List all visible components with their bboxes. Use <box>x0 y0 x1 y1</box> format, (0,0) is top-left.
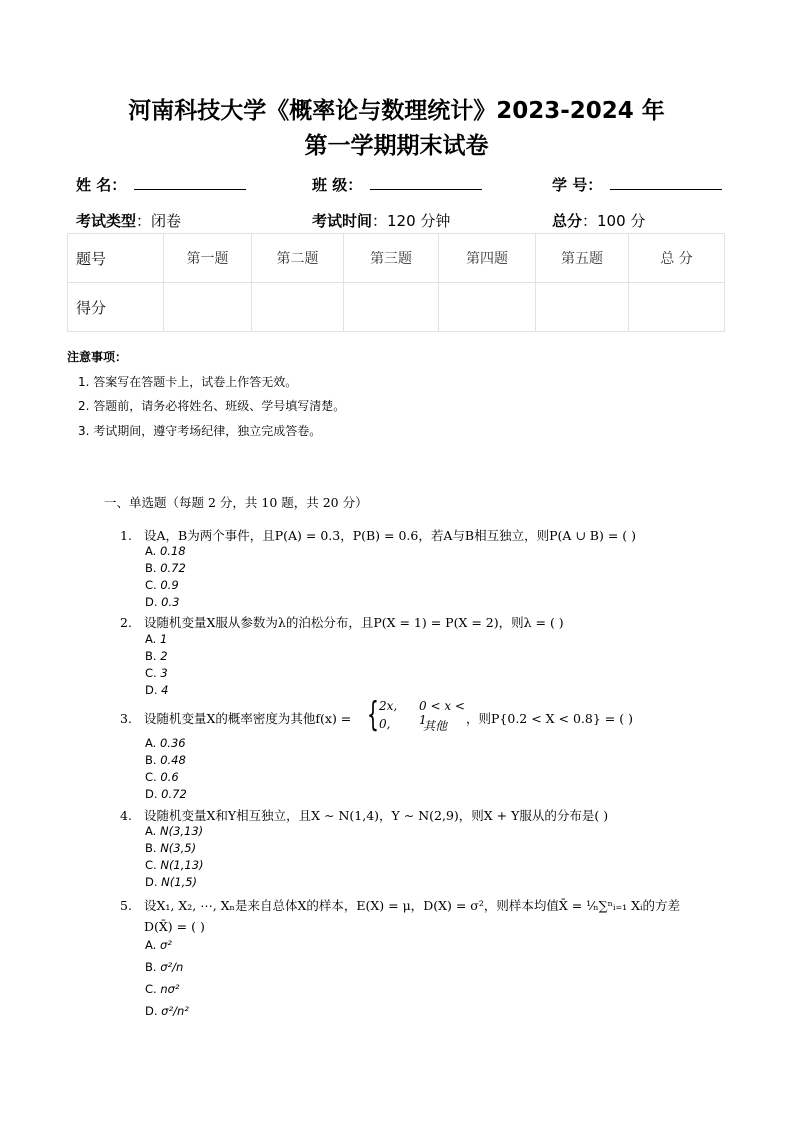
option-letter: A. <box>145 938 160 952</box>
option-value: N(3,5) <box>160 841 197 855</box>
option-a[interactable] <box>145 632 167 646</box>
option-letter: C. <box>145 578 161 592</box>
exam-type-value: ：闭卷 <box>136 212 182 230</box>
option-d[interactable] <box>145 595 179 609</box>
score-table-header-cell: 第五题 <box>536 234 629 283</box>
option-letter: B. <box>145 649 161 663</box>
name-blank[interactable] <box>134 175 246 190</box>
option-value: 0.48 <box>160 753 186 767</box>
total-score-value: ：100 分 <box>582 212 646 230</box>
score-cell[interactable] <box>629 283 725 332</box>
option-value: 0.6 <box>160 770 179 784</box>
student-info-row <box>76 174 726 198</box>
option-b[interactable] <box>145 753 186 767</box>
score-table <box>67 233 725 332</box>
exam-time <box>312 210 450 231</box>
question-text: 设随机变量X服从参数为λ的泊松分布，且P(X = 1) = P(X = 2)，则λ = ( ) <box>144 615 564 630</box>
student-id-field[interactable] <box>552 174 722 195</box>
question-number: 1. <box>120 528 132 543</box>
option-b[interactable] <box>145 960 183 974</box>
option-value: 0.36 <box>159 736 186 750</box>
question-text: ，则P{0.2 < X < 0.8} = ( ) <box>466 711 633 726</box>
score-table-header-cell: 第二题 <box>252 234 344 283</box>
option-d[interactable] <box>145 787 187 801</box>
option-letter: C. <box>145 858 161 872</box>
option-value: 0.72 <box>160 561 186 575</box>
piece-expr-2: 0, <box>379 717 391 731</box>
option-d[interactable] <box>145 1004 189 1018</box>
option-value: σ²/n <box>160 960 184 974</box>
question-3 <box>120 709 351 727</box>
question-5 <box>120 896 680 914</box>
option-letter: B. <box>145 960 161 974</box>
option-value: 2 <box>160 649 168 663</box>
class-field[interactable] <box>312 174 482 195</box>
class-label: 班 级： <box>312 176 363 194</box>
question-3-tail <box>466 709 633 727</box>
question-text: 设X₁, X₂, ⋯, Xₙ是来自总体X的样本，E(X) = μ，D(X) = σ²，则样本均值X̄ = ¹⁄ₙ∑ⁿᵢ₌₁ Xᵢ的方差 <box>144 898 680 913</box>
total-score-label: 总分 <box>552 212 583 230</box>
exam-title: 河南科技大学《概率论与数理统计》2023-2024 年 <box>128 98 665 124</box>
question-number: 2. <box>120 615 132 630</box>
option-d[interactable] <box>145 683 169 697</box>
brace-glyph: { <box>367 695 379 735</box>
question-4 <box>120 806 608 824</box>
option-value: σ² <box>159 938 172 952</box>
option-c[interactable] <box>145 770 179 784</box>
option-b[interactable] <box>145 649 168 663</box>
question-1 <box>120 526 636 544</box>
option-letter: A. <box>145 632 160 646</box>
option-c[interactable] <box>145 858 204 872</box>
option-b[interactable] <box>145 561 186 575</box>
option-letter: A. <box>145 736 160 750</box>
option-d[interactable] <box>145 875 197 889</box>
option-value: 4 <box>161 683 169 697</box>
option-value: 0.9 <box>160 578 179 592</box>
score-table-header-row <box>68 234 725 283</box>
student-id-label: 学 号： <box>552 176 603 194</box>
note-item: 1. 答案写在答题卡上，试卷上作答无效。 <box>78 375 298 389</box>
option-letter: C. <box>145 982 161 996</box>
total-score <box>552 210 645 231</box>
score-table-header-cell: 总 分 <box>629 234 725 283</box>
option-c[interactable] <box>145 578 179 592</box>
score-table-header-cell: 第一题 <box>164 234 252 283</box>
option-letter: A. <box>145 824 160 838</box>
option-value: σ²/n² <box>161 1004 189 1018</box>
option-value: nσ² <box>160 982 180 996</box>
exam-type-label: 考试类型 <box>76 212 137 230</box>
piece-expr-1: 2x, <box>379 699 398 713</box>
option-value: N(1,5) <box>161 875 198 889</box>
option-letter: D. <box>145 875 162 889</box>
question-5-line2 <box>144 919 205 934</box>
exam-time-label: 考试时间 <box>312 212 373 230</box>
option-letter: B. <box>145 561 161 575</box>
option-a[interactable] <box>145 736 186 750</box>
piece-cond-1: 0 < x < 1 <box>419 699 465 727</box>
option-letter: A. <box>145 544 160 558</box>
option-a[interactable] <box>145 544 186 558</box>
option-value: 1 <box>159 632 168 646</box>
exam-type <box>76 210 181 231</box>
option-letter: D. <box>145 1004 162 1018</box>
option-letter: B. <box>145 753 161 767</box>
option-value: N(1,13) <box>160 858 204 872</box>
class-blank[interactable] <box>370 175 482 190</box>
option-letter: D. <box>145 787 162 801</box>
section-heading: 一、单选题（每题 2 分，共 10 题，共 20 分） <box>104 495 368 510</box>
option-value: 0.3 <box>161 595 180 609</box>
question-number: 4. <box>120 808 132 823</box>
option-value: 0.72 <box>161 787 187 801</box>
option-a[interactable] <box>145 938 172 952</box>
score-row-label: 得分 <box>68 283 164 332</box>
option-letter: C. <box>145 770 161 784</box>
score-cell[interactable] <box>164 283 252 332</box>
question-number: 5. <box>120 898 132 913</box>
question-text: 设随机变量X和Y相互独立，且X ∼ N(1,4)，Y ∼ N(2,9)，则X + Y服从的分布是( ) <box>144 808 609 823</box>
option-value: N(3,13) <box>159 824 204 838</box>
score-table-header-cell: 题号 <box>68 234 164 283</box>
score-table-score-row <box>68 283 725 332</box>
question-number: 3. <box>120 711 132 726</box>
option-letter: B. <box>145 841 161 855</box>
option-c[interactable] <box>145 666 168 680</box>
question-text: 设随机变量X的概率密度为其他f(x) = <box>144 711 352 726</box>
exam-meta-row <box>76 210 726 234</box>
score-cell[interactable] <box>439 283 536 332</box>
piece-cond-2: 其他 <box>423 719 448 733</box>
option-letter: D. <box>145 683 162 697</box>
option-c[interactable] <box>145 982 180 996</box>
score-table-header-cell: 第四题 <box>439 234 536 283</box>
option-a[interactable] <box>145 824 203 838</box>
score-cell[interactable] <box>252 283 344 332</box>
piecewise-function <box>367 697 467 737</box>
exam-subtitle: 第一学期期末试卷 <box>304 133 489 159</box>
score-cell[interactable] <box>344 283 439 332</box>
exam-time-value: ：120 分钟 <box>372 212 451 230</box>
option-letter: C. <box>145 666 161 680</box>
question-text: D(X̄) = ( ) <box>144 919 205 934</box>
name-label: 姓 名： <box>76 176 127 194</box>
name-field[interactable] <box>76 174 246 195</box>
score-table-header-cell: 第三题 <box>344 234 439 283</box>
question-2 <box>120 613 564 631</box>
note-item: 3. 考试期间，遵守考场纪律，独立完成答卷。 <box>78 424 322 438</box>
student-id-blank[interactable] <box>610 175 722 190</box>
question-text: 设A，B为两个事件，且P(A) = 0.3，P(B) = 0.6，若A与B相互独立，则P(A ∪ B) = ( ) <box>144 528 637 543</box>
note-item: 2. 答题前，请务必将姓名、班级、学号填写清楚。 <box>78 399 346 413</box>
option-value: 0.18 <box>159 544 186 558</box>
notes-title: 注意事项： <box>67 350 128 364</box>
option-letter: D. <box>145 595 162 609</box>
option-b[interactable] <box>145 841 196 855</box>
score-cell[interactable] <box>536 283 629 332</box>
option-value: 3 <box>160 666 168 680</box>
